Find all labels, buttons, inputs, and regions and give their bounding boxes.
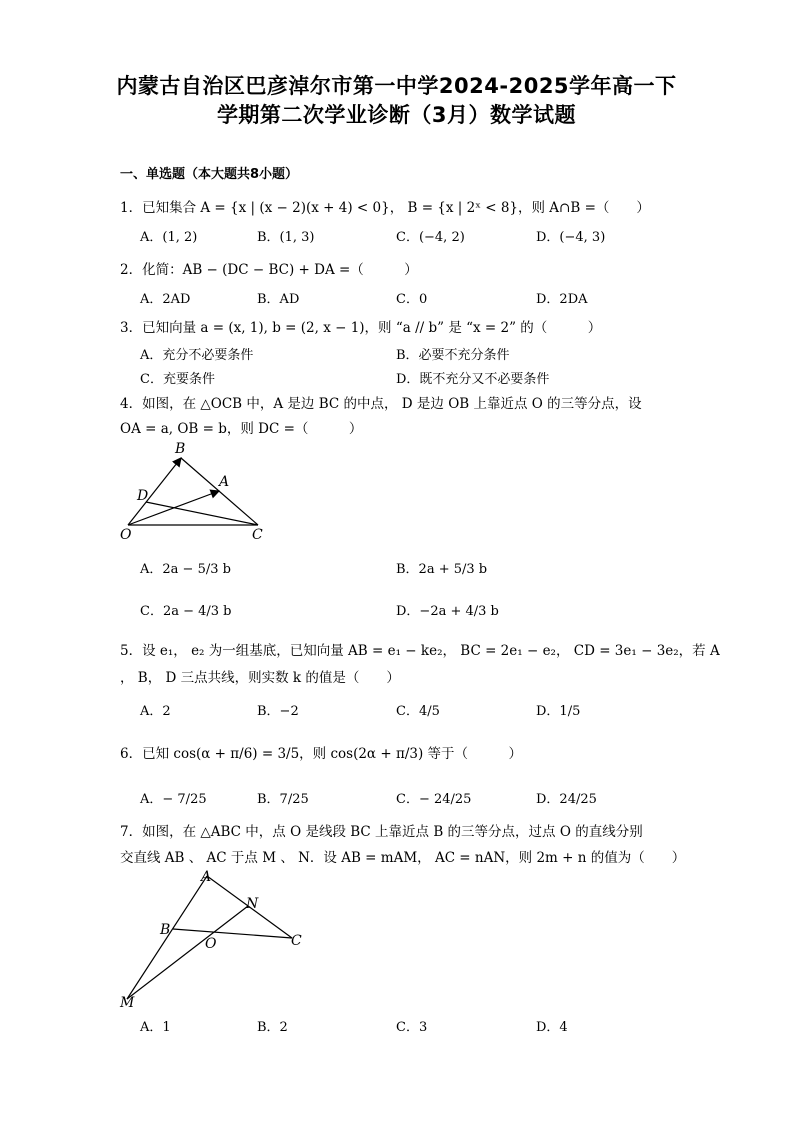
page-title-line2: 学期第二次学业诊断（3月）数学试题 — [216, 103, 577, 127]
question-7-stem-line2: 交直线 AB 、 AC 于点 M 、 N．设 AB = mAM， AC = nAN，则 2m + n 的值为（ ） — [120, 850, 686, 866]
q4-option-a: A．2a − 5/3 b — [140, 562, 231, 577]
label-a: A — [219, 474, 230, 490]
question-5-stem-line2: ， B， D 三点共线，则实数 k 的值是（ ） — [120, 670, 400, 686]
label-o: O — [120, 527, 132, 543]
question-4-figure — [115, 438, 275, 544]
label-c: C — [291, 933, 302, 949]
q6-option-b: B．7/25 — [257, 792, 309, 807]
q6-option-c: C．− 24/25 — [396, 792, 472, 807]
segment-bc — [173, 929, 292, 938]
segment-dc — [146, 502, 258, 525]
question-5-stem-line1: 5．设 e₁， e₂ 为一组基底，已知向量 AB = e₁ − ke₂， BC = 2e₁ − e₂， CD = 3e₁ − 3e₂，若 A — [120, 643, 720, 659]
label-b: B — [160, 922, 171, 938]
q1-option-a: A．(1, 2) — [140, 230, 198, 245]
question-6-stem: 6．已知 cos(α + π/6) = 3/5，则 cos(2α + π/3) 等于（ ） — [120, 746, 523, 762]
q7-option-a: A．1 — [140, 1020, 171, 1035]
q5-option-d: D．1/5 — [536, 704, 581, 719]
q3-option-b: B．必要不充分条件 — [396, 348, 510, 363]
page-title-line1: 内蒙古自治区巴彦淖尔市第一中学2024-2025学年高一下 — [116, 74, 677, 98]
q7-option-b: B．2 — [257, 1020, 288, 1035]
q4-option-d: D．−2a + 4/3 b — [396, 604, 499, 619]
label-o: O — [205, 936, 217, 952]
q1-option-d: D．(−4, 3) — [536, 230, 606, 245]
q2-option-a: A．2AD — [140, 292, 191, 307]
label-b: B — [175, 441, 186, 457]
question-7-stem-line1: 7．如图，在 △ABC 中，点 O 是线段 BC 上靠近点 B 的三等分点，过点 O 的直线分别 — [120, 824, 643, 840]
q7-option-c: C．3 — [396, 1020, 428, 1035]
q3-option-c: C．充要条件 — [140, 372, 215, 387]
question-3-stem: 3．已知向量 a = (x, 1), b = (2, x − 1)，则 “a // b” 是 “x = 2” 的（ ） — [120, 320, 602, 336]
question-2-stem: 2．化简：AB − (DC − BC) + DA =（ ） — [120, 262, 418, 278]
label-d: D — [137, 488, 149, 504]
q7-option-d: D．4 — [536, 1020, 568, 1035]
label-c: C — [252, 527, 263, 543]
section-heading: 一、单选题（本大题共8小题） — [120, 167, 299, 182]
question-1-stem: 1．已知集合 A = {x | (x − 2)(x + 4) < 0}， B = {x | 2ˣ < 8}，则 A∩B =（ ） — [120, 200, 650, 216]
question-7-figure — [115, 866, 315, 1012]
q6-option-d: D．24/25 — [536, 792, 597, 807]
q4-option-b: B．2a + 5/3 b — [396, 562, 488, 577]
label-a: A — [201, 869, 212, 885]
q4-option-c: C．2a − 4/3 b — [140, 604, 232, 619]
q5-option-b: B．−2 — [257, 704, 299, 719]
q3-option-a: A．充分不必要条件 — [140, 348, 254, 363]
q3-option-d: D．既不充分又不必要条件 — [396, 372, 550, 387]
question-4-stem-line1: 4．如图，在 △OCB 中，A 是边 BC 的中点， D 是边 OB 上靠近点 O 的三等分点，设 — [120, 396, 642, 412]
question-4-stem-line2: OA = a, OB = b，则 DC =（ ） — [120, 421, 363, 437]
q2-option-c: C．0 — [396, 292, 428, 307]
label-m: M — [120, 995, 135, 1011]
line-mn — [127, 906, 248, 999]
q2-option-b: B．AD — [257, 292, 300, 307]
q5-option-a: A．2 — [140, 704, 171, 719]
label-n: N — [246, 896, 259, 912]
segment-bc — [181, 458, 258, 525]
q2-option-d: D．2DA — [536, 292, 588, 307]
q6-option-a: A．− 7/25 — [140, 792, 207, 807]
q5-option-c: C．4/5 — [396, 704, 440, 719]
q1-option-c: C．(−4, 2) — [396, 230, 465, 245]
q1-option-b: B．(1, 3) — [257, 230, 315, 245]
